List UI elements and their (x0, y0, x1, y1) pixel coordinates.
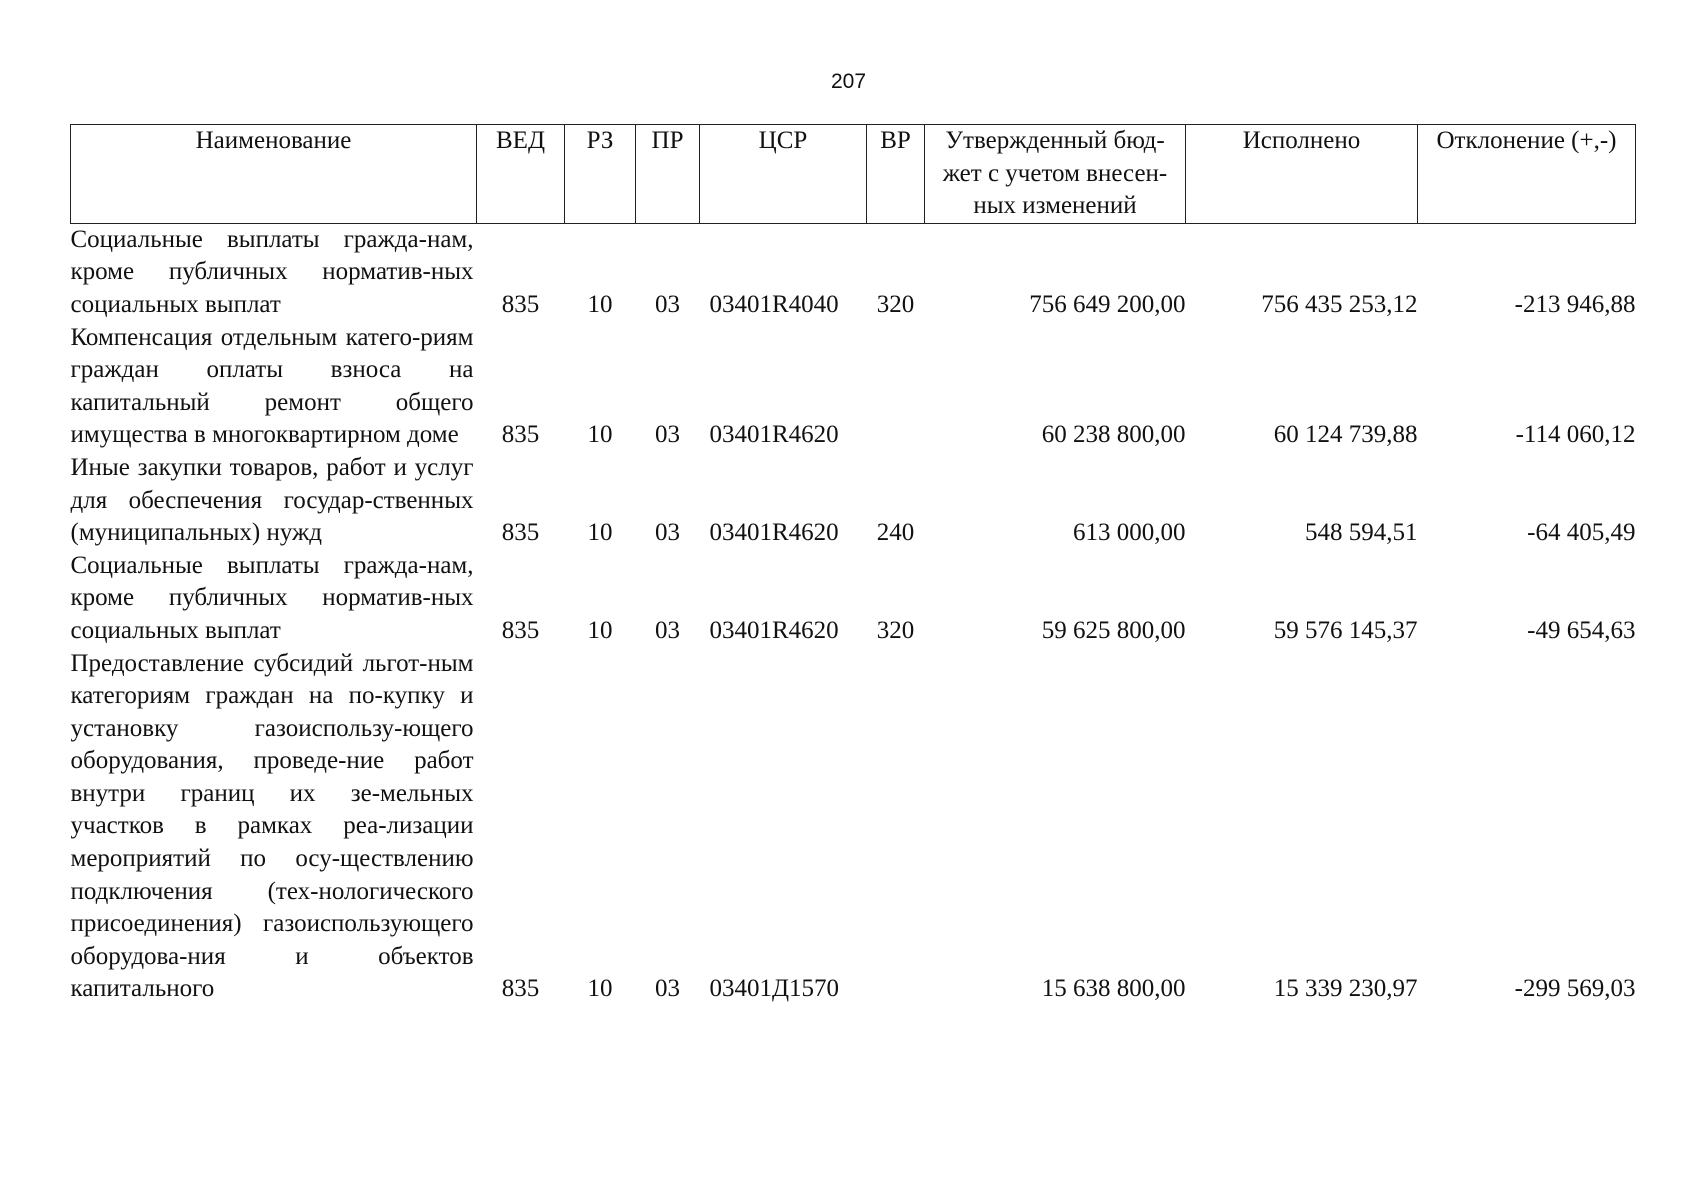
row-executed: 15 339 230,97 (1273, 975, 1418, 1003)
row-executed: 60 124 739,88 (1273, 421, 1418, 449)
row-rz: 10 (587, 421, 613, 449)
row-rz: 10 (587, 975, 613, 1003)
row-csr: 03401R4620 (709, 616, 839, 644)
row-approved: 59 625 800,00 (1041, 616, 1186, 644)
header-vr: ВР (867, 125, 925, 224)
table-row (71, 452, 1636, 550)
row-pr: 03 (655, 519, 680, 547)
row-approved: 613 000,00 (1073, 519, 1186, 547)
row-ved: 835 (501, 975, 540, 1003)
header-deviation: Отклонение (+,-) (1418, 125, 1636, 224)
row-pr: 03 (655, 421, 680, 449)
header-rz: РЗ (565, 125, 636, 224)
row-ved: 835 (501, 519, 540, 547)
row-deviation: -299 569,03 (1514, 975, 1636, 1003)
row-name: Социальные выплаты гражда-нам, кроме публичных норматив-ных социальных выплат (70, 551, 474, 644)
header-approved-budget: Утвержденный бюд-жет с учетом внесен-ных изменений (925, 125, 1186, 224)
header-name: Наименование (71, 125, 477, 224)
row-approved: 756 649 200,00 (1029, 290, 1186, 318)
row-executed: 59 576 145,37 (1273, 616, 1418, 644)
table-row (71, 322, 1636, 452)
header-pr: ПР (636, 125, 700, 224)
row-name: Социальные выплаты гражда-нам, кроме публичных норматив-ных социальных выплат (70, 225, 474, 318)
row-executed: 756 435 253,12 (1261, 290, 1418, 318)
header-executed: Исполнено (1186, 125, 1418, 224)
row-csr: 03401R4620 (709, 421, 839, 449)
row-approved: 15 638 800,00 (1041, 975, 1186, 1003)
row-rz: 10 (587, 616, 613, 644)
row-deviation: -49 654,63 (1527, 616, 1636, 644)
table-row (71, 648, 1636, 1007)
row-vr: 320 (876, 290, 915, 318)
row-csr: 03401R4620 (709, 519, 839, 547)
row-pr: 03 (655, 975, 680, 1003)
row-ved: 835 (501, 616, 540, 644)
row-deviation: -213 946,88 (1514, 290, 1636, 318)
row-ved: 835 (501, 421, 540, 449)
table-header-row (71, 125, 1636, 224)
row-ved: 835 (501, 290, 540, 318)
row-vr: 240 (876, 519, 915, 547)
row-pr: 03 (655, 290, 680, 318)
header-csr: ЦСР (700, 125, 867, 224)
row-name: Иные закупки товаров, работ и услуг для обеспечения государ-ственных (муниципальных) нужд (70, 453, 474, 547)
row-executed: 548 594,51 (1305, 519, 1418, 547)
row-name: Предоставление субсидий льгот-ным категориям граждан на по-купку и установку газоиспользу-ющего оборудования, проведе-ние работ внутри границ их зе-мельных участков в рамках реа-лизации мероприятий по осу-ществлению подключения (тех-нологического присоединения) газоиспользующего оборудова-ния и объектов капитального (70, 649, 474, 1003)
row-deviation: -114 060,12 (1515, 421, 1636, 449)
row-csr: 03401Д1570 (709, 975, 840, 1003)
header-ved: ВЕД (477, 125, 565, 224)
row-rz: 10 (587, 290, 613, 318)
row-pr: 03 (655, 616, 680, 644)
table-row (71, 550, 1636, 648)
row-deviation: -64 405,49 (1527, 519, 1636, 547)
row-vr (867, 648, 925, 1007)
row-name: Компенсация отдельным катего-риям граждан оплаты взноса на капитальный ремонт общего имущества в многоквартирном доме (70, 323, 474, 449)
row-vr: 320 (876, 616, 915, 644)
row-csr: 03401R4040 (709, 290, 839, 318)
budget-execution-table (70, 124, 1636, 1006)
row-approved: 60 238 800,00 (1041, 421, 1186, 449)
row-rz: 10 (587, 519, 613, 547)
row-vr (867, 322, 925, 452)
table-row (71, 223, 1636, 321)
page-number: 207 (830, 70, 867, 93)
